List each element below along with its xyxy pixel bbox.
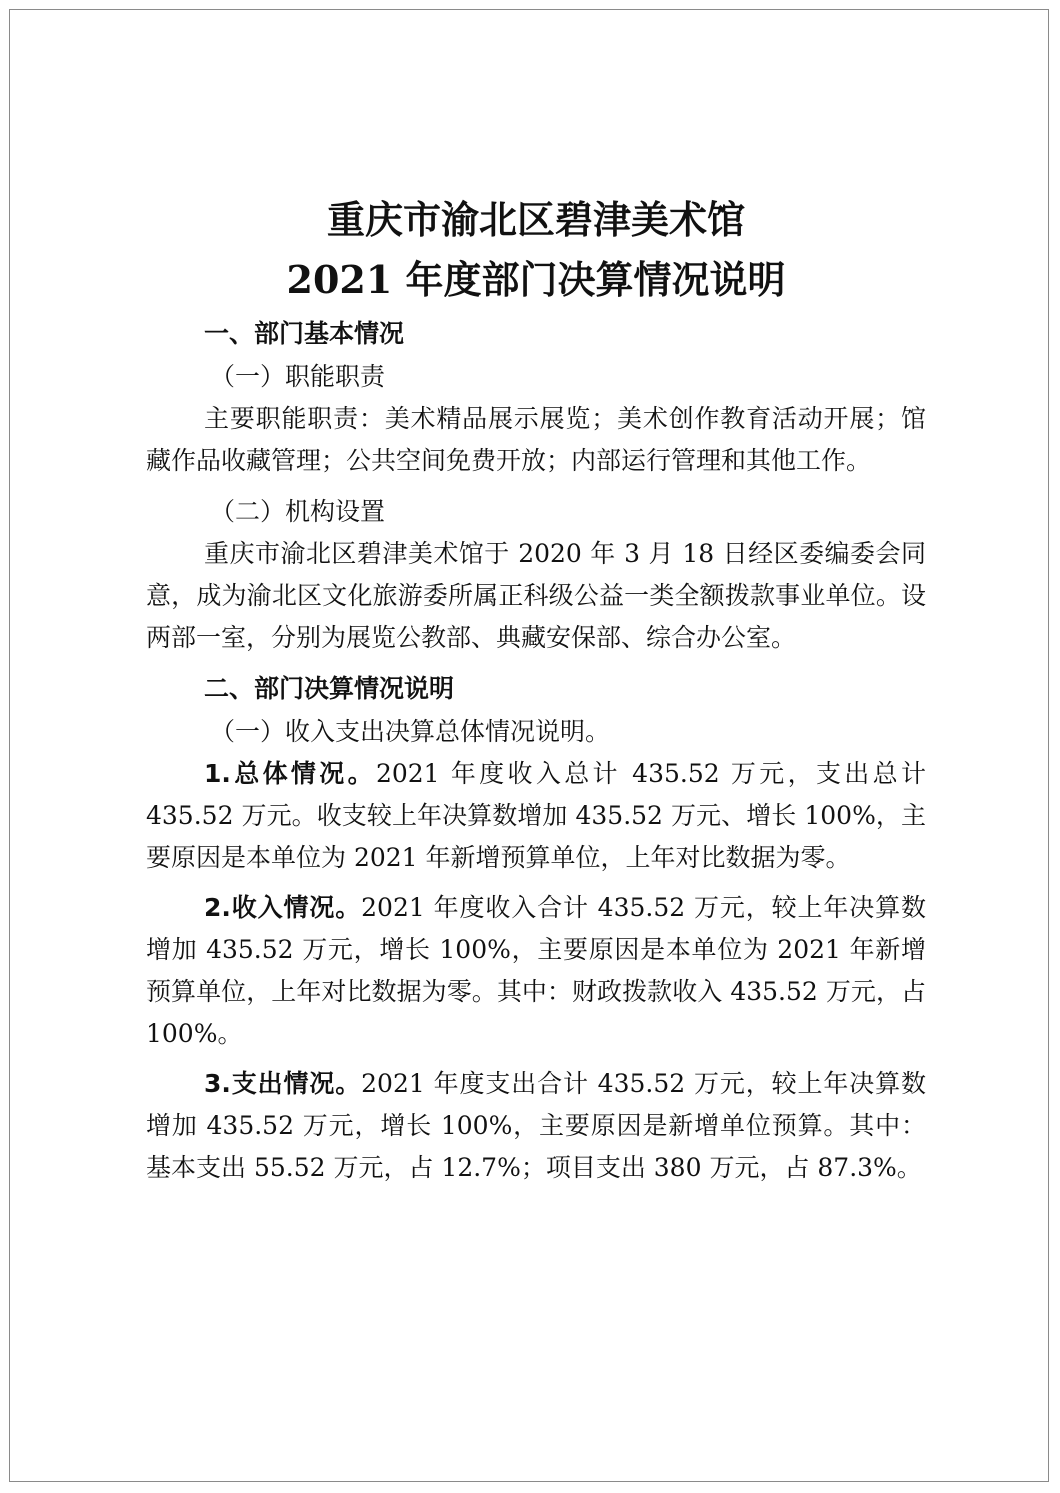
section1-sub1-heading: （一）职能职责 [210, 362, 386, 391]
section1-heading: 一、部门基本情况 [204, 319, 405, 348]
overall-paragraph [146, 753, 926, 879]
overall-text: 2021 年度收入总计 435.52 万元，支出总计 435.52 万元。收支较上年决算数增加 435.52 万元、增长 100%，主要原因是本单位为 2021 年新增预算单位，上年对比数据为零。 [146, 759, 926, 872]
expenditure-lead: 3.支出情况。 [204, 1069, 362, 1098]
document-title-line2: 2021 年度部门决算情况说明 [286, 257, 786, 302]
income-text: 2021 年度收入合计 435.52 万元，较上年决算数增加 435.52 万元，增长 100%，主要原因是本单位为 2021 年新增预算单位，上年对比数据为零。其中：财政拨款收入 435.52 万元，占 100%。 [146, 893, 926, 1048]
document-body [146, 190, 926, 1189]
expenditure-text: 2021 年度支出合计 435.52 万元，较上年决算数增加 435.52 万元，增长 100%，主要原因是新增单位预算。其中：基本支出 55.52 万元，占 12.7%；项目支出 380 万元，占 87.3%。 [146, 1069, 926, 1182]
income-lead: 2.收入情况。 [204, 893, 362, 922]
section2-sub1-heading: （一）收入支出决算总体情况说明。 [210, 717, 611, 746]
income-paragraph [146, 887, 926, 1055]
document-title-line1: 重庆市渝北区碧津美术馆 [326, 197, 745, 242]
section1-sub1-body: 主要职能职责：美术精品展示展览；美术创作教育活动开展；馆藏作品收藏管理；公共空间免费开放；内部运行管理和其他工作。 [146, 404, 926, 475]
expenditure-paragraph [146, 1063, 926, 1189]
section1-sub2-heading: （二）机构设置 [210, 497, 386, 526]
overall-lead: 1.总体情况。 [204, 759, 376, 788]
section1-sub2-body: 重庆市渝北区碧津美术馆于 2020 年 3 月 18 日经区委编委会同意，成为渝北区文化旅游委所属正科级公益一类全额拨款事业单位。设两部一室，分别为展览公教部、典藏安保部、综合办公室。 [146, 539, 926, 652]
section2-heading: 二、部门决算情况说明 [204, 674, 455, 703]
